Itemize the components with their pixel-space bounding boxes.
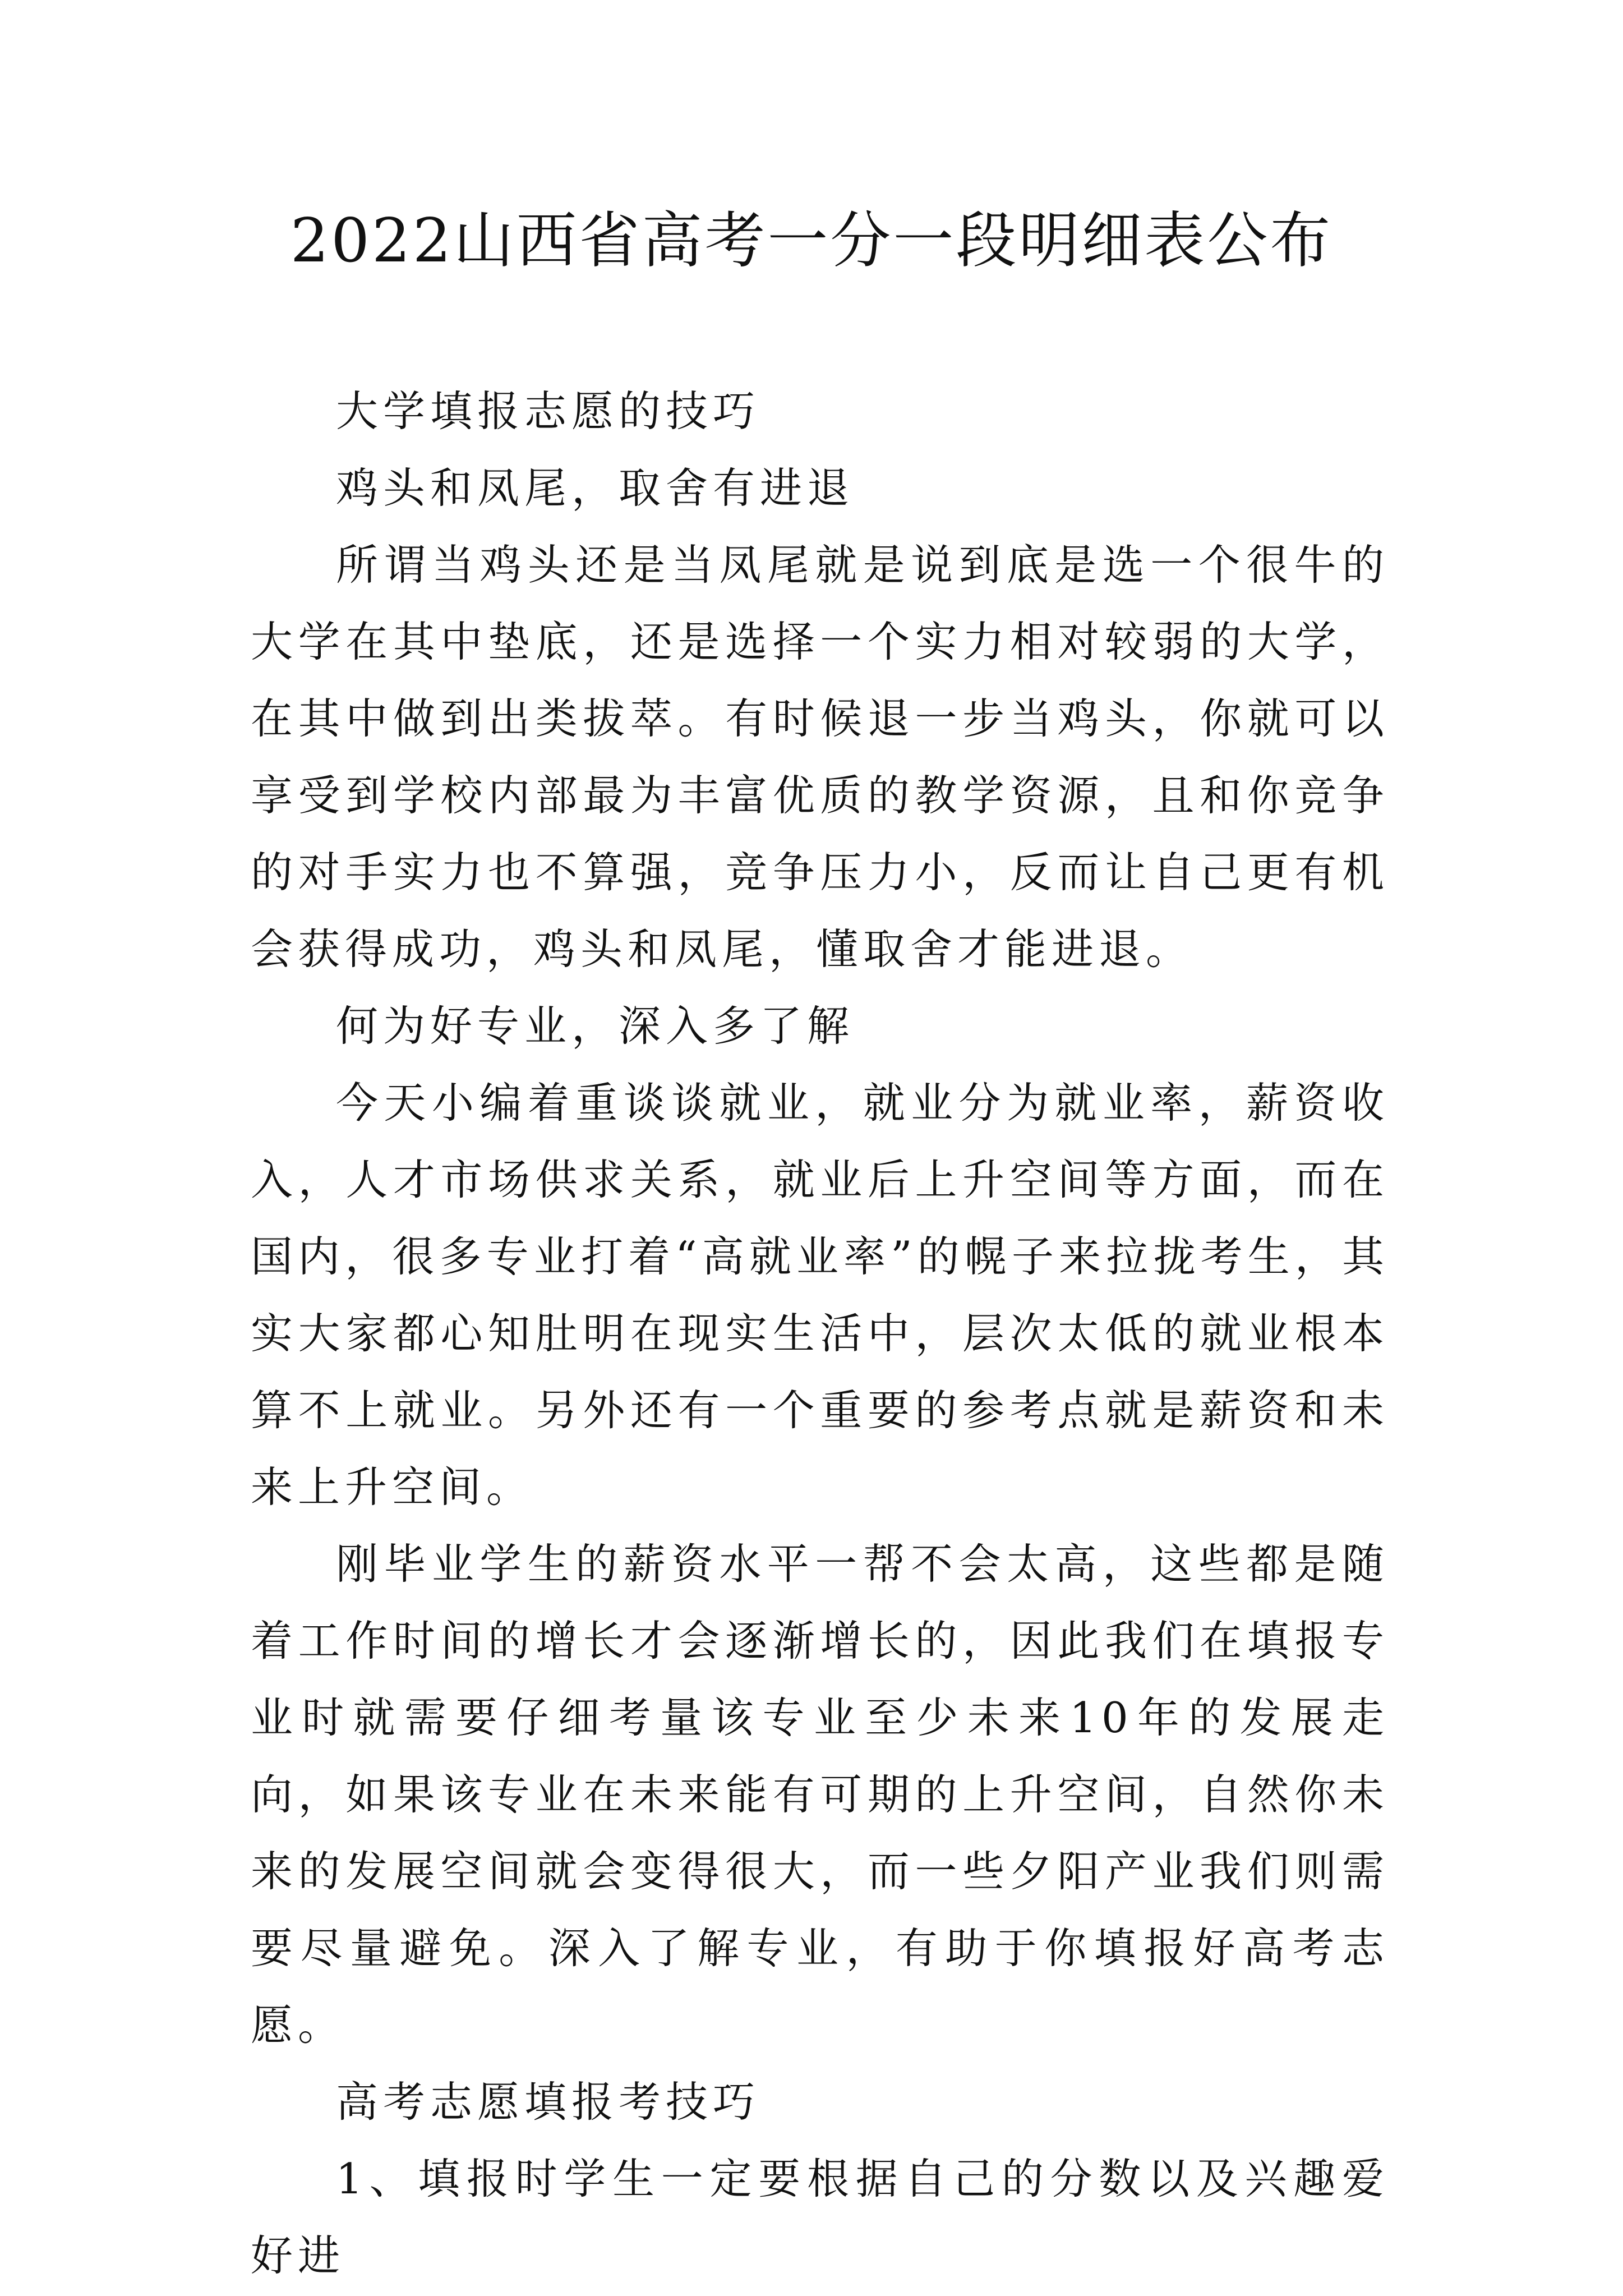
paragraph-heading-tips: 大学填报志愿的技巧 <box>336 386 760 436</box>
paragraph-chicken-phoenix: 所谓当鸡头还是当凤尾就是说到底是选一个很牛的大学在其中垫底，还是选择一个实力相对较弱的大学，在其中做到出类拔萃。有时候退一步当鸡头，你就可以享受到学校内部最为丰富优质的教学资源，且和你竞争的对手实力也不算强，竞争压力小，反而让自己更有机会获得成功，鸡头和凤尾，懂取舍才能进退。 <box>251 540 1389 974</box>
paragraph-salary: 刚毕业学生的薪资水平一帮不会太高，这些都是随着工作时间的增长才会逐渐增长的，因此我们在填报专业时就需要仔细考量该专业至少未来10年的发展走向，如果该专业在未来能有可期的上升空间，自然你未来的发展空间就会变得很大，而一些夕阳产业我们则需要尽量避免。深入了解专业，有助于你填报好高考志愿。 <box>251 1539 1389 2050</box>
paragraph-subheading-good-major: 何为好专业，深入多了解 <box>336 1001 855 1051</box>
paragraph-subheading-chicken-phoenix: 鸡头和凤尾，取舍有进退 <box>336 463 855 513</box>
paragraph-subheading-application-tips: 高考志愿填报考技巧 <box>336 2077 760 2127</box>
document-title: 2022山西省高考一分一段明细表公布 <box>290 206 1333 276</box>
document-body <box>251 373 1389 2294</box>
paragraph-tip-1: 1、填报时学生一定要根据自己的分数以及兴趣爱好进 <box>251 2154 1389 2280</box>
paragraph-employment: 今天小编着重谈谈就业，就业分为就业率，薪资收入，人才市场供求关系，就业后上升空间等方面，而在国内，很多专业打着“高就业率”的幌子来拉拢考生，其实大家都心知肚明在现实生活中，层次太低的就业根本算不上就业。另外还有一个重要的参考点就是薪资和未来上升空间。 <box>251 1078 1389 1512</box>
